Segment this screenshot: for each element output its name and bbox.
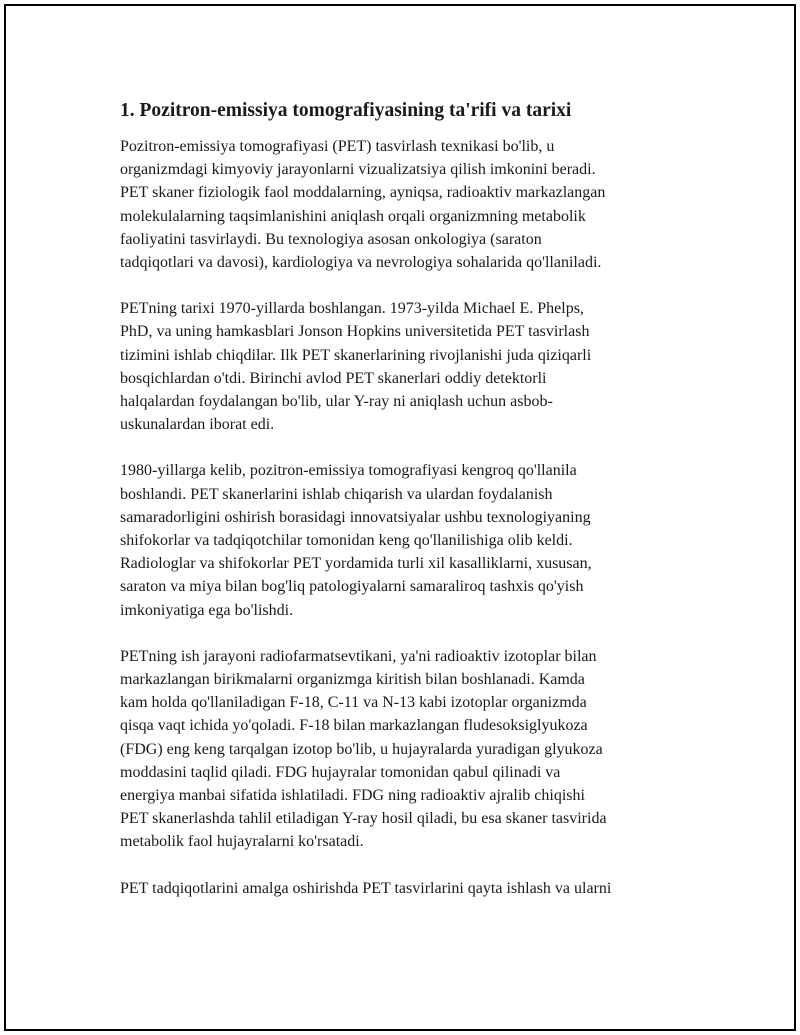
paragraph xyxy=(120,297,700,436)
paragraph-line: PET tadqiqotlarini amalga oshirishda PET tasvirlarini qayta ishlash va ularni xyxy=(120,879,612,897)
paragraph-line: metabolik faol hujayralarni ko'rsatadi. xyxy=(120,833,364,851)
paragraph-line: PETning tarixi 1970-yillarda boshlangan. 1973-yilda Michael E. Phelps, xyxy=(120,300,584,318)
page-frame xyxy=(4,4,796,1031)
paragraph-line: faoliyatini tasvirlaydi. Bu texnologiya asosan onkologiya (saraton xyxy=(120,230,542,248)
paragraph xyxy=(120,877,700,900)
paragraphs-container xyxy=(120,135,700,900)
paragraph-line: qisqa vaqt ichida yo'qoladi. F-18 bilan markazlangan fludesoksiglyukoza xyxy=(120,717,588,735)
paragraph-line: PETning ish jarayoni radiofarmatsevtikani, ya'ni radioaktiv izotoplar bilan xyxy=(120,647,597,665)
paragraph-line: PET skanerlashda tahlil etiladigan Y-ray hosil qiladi, bu esa skaner tasvirida xyxy=(120,810,607,828)
paragraph-line: halqalardan foydalangan bo'lib, ular Y-ray ni aniqlash uchun asbob- xyxy=(120,393,553,411)
paragraph-line: tizimini ishlab chiqdilar. Ilk PET skanerlarining rivojlanishi juda qiziqarli xyxy=(120,346,592,364)
paragraph-line: 1980-yillarga kelib, pozitron-emissiya tomografiyasi kengroq qo'llanila xyxy=(120,462,577,480)
paragraph-line: uskunalardan iborat edi. xyxy=(120,416,275,434)
paragraph-line: kam holda qo'llaniladigan F-18, C-11 va N-13 kabi izotoplar organizmda xyxy=(120,694,587,712)
section-title: 1. Pozitron-emissiya tomografiyasining ta'rifi va tarixi xyxy=(120,100,572,121)
paragraph-line: energiya manbai sifatida ishlatiladi. FDG ning radioaktiv ajralib chiqishi xyxy=(120,787,585,805)
paragraph-line: Pozitron-emissiya tomografiyasi (PET) tasvirlash texnikasi bo'lib, u xyxy=(120,138,555,155)
paragraph-line: imkoniyatiga ega bo'lishdi. xyxy=(120,601,294,619)
paragraph-line: Radiologlar va shifokorlar PET yordamida turli xil kasalliklarni, xususan, xyxy=(120,555,592,573)
paragraph-line: PET skaner fiziologik faol moddalarning, ayniqsa, radioaktiv markazlangan xyxy=(120,184,606,202)
paragraph-line: tadqiqotlari va davosi), kardiologiya va nevrologiya sohalarida qo'llaniladi. xyxy=(120,254,602,272)
paragraph xyxy=(120,645,700,854)
paragraph-line: markazlangan birikmalarni organizmga kiritish bilan boshlanadi. Kamda xyxy=(120,671,585,689)
paragraph-line: bosqichlardan o'tdi. Birinchi avlod PET skanerlari oddiy detektorli xyxy=(120,369,547,387)
paragraph xyxy=(120,459,700,621)
paragraph-line: boshlandi. PET skanerlarini ishlab chiqarish va ulardan foydalanish xyxy=(120,485,553,503)
document-body xyxy=(120,98,700,923)
paragraph-line: saraton va miya bilan bog'liq patologiyalarni samaraliroq tashxis qo'yish xyxy=(120,578,584,596)
paragraph-line: (FDG) eng keng tarqalgan izotop bo'lib, u hujayralarda yuradigan glyukoza xyxy=(120,740,603,758)
paragraph-line: shifokorlar va tadqiqotchilar tomonidan keng qo'llanilishiga olib keldi. xyxy=(120,532,573,550)
paragraph xyxy=(120,135,700,274)
paragraph-line: PhD, va uning hamkasblari Jonson Hopkins universitetida PET tasvirlash xyxy=(120,323,590,341)
paragraph-line: moddasini taqlid qiladi. FDG hujayralar tomonidan qabul qilinadi va xyxy=(120,763,561,781)
paragraph-line: samaradorligini oshirish borasidagi innovatsiyalar ushbu texnologiyaning xyxy=(120,508,591,526)
paragraph-line: organizmdagi kimyoviy jarayonlarni vizualizatsiya qilish imkonini beradi. xyxy=(120,161,596,179)
paragraph-line: molekulalarning taqsimlanishini aniqlash orqali organizmning metabolik xyxy=(120,207,586,225)
